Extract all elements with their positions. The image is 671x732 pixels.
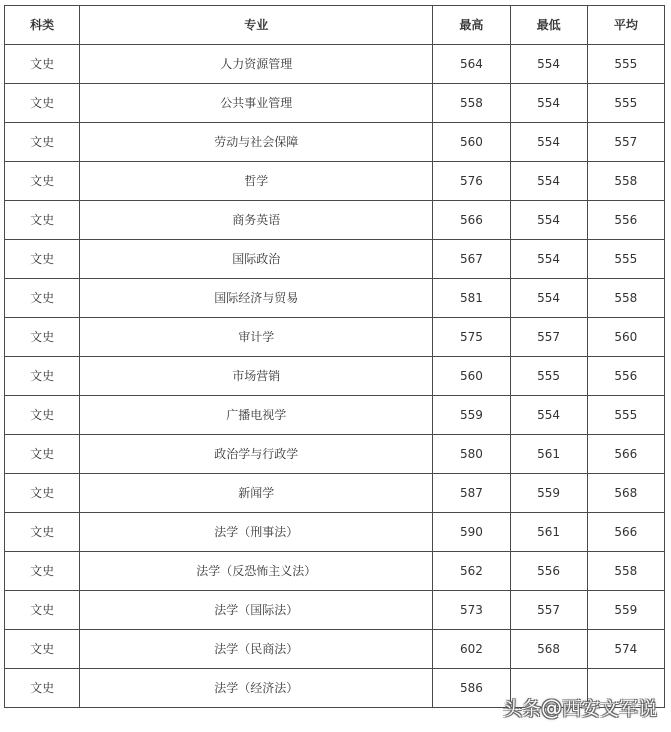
- cell-avg: 574: [587, 630, 664, 669]
- cell-major: 新闻学: [80, 474, 433, 513]
- cell-min: 555: [510, 357, 587, 396]
- table-row: [5, 396, 665, 435]
- cell-max: 560: [433, 357, 510, 396]
- table-row: [5, 474, 665, 513]
- cell-min: 559: [510, 474, 587, 513]
- cell-min: 554: [510, 240, 587, 279]
- cell-max: 576: [433, 162, 510, 201]
- watermark: [503, 694, 657, 721]
- cell-min: 554: [510, 45, 587, 84]
- cell-max: 564: [433, 45, 510, 84]
- header-avg: 平均: [587, 6, 664, 45]
- cell-min: 557: [510, 591, 587, 630]
- cell-max: 567: [433, 240, 510, 279]
- cell-major: 国际政治: [80, 240, 433, 279]
- table-row: [5, 591, 665, 630]
- header-major: 专业: [80, 6, 433, 45]
- header-category: 科类: [5, 6, 80, 45]
- table-row: [5, 513, 665, 552]
- cell-major: 法学（反恐怖主义法）: [80, 552, 433, 591]
- cell-max: 602: [433, 630, 510, 669]
- cell-max: 566: [433, 201, 510, 240]
- cell-major: 市场营销: [80, 357, 433, 396]
- cell-category: 文史: [5, 240, 80, 279]
- table-row: [5, 45, 665, 84]
- cell-major: 法学（民商法）: [80, 630, 433, 669]
- cell-category: 文史: [5, 552, 80, 591]
- cell-major: 哲学: [80, 162, 433, 201]
- cell-avg: 566: [587, 435, 664, 474]
- watermark-at: @: [540, 696, 562, 720]
- cell-major: 法学（经济法）: [80, 669, 433, 708]
- cell-min: 554: [510, 279, 587, 318]
- cell-avg: 559: [587, 591, 664, 630]
- cell-avg: 556: [587, 201, 664, 240]
- table-row: [5, 123, 665, 162]
- cell-max: 559: [433, 396, 510, 435]
- cell-major: 国际经济与贸易: [80, 279, 433, 318]
- cell-avg: 558: [587, 162, 664, 201]
- cell-avg: 557: [587, 123, 664, 162]
- table-row: [5, 84, 665, 123]
- cell-category: 文史: [5, 201, 80, 240]
- cell-avg: 555: [587, 45, 664, 84]
- cell-min: 554: [510, 201, 587, 240]
- cell-category: 文史: [5, 357, 80, 396]
- cell-min: 568: [510, 630, 587, 669]
- cell-category: 文史: [5, 279, 80, 318]
- cell-category: 文史: [5, 474, 80, 513]
- cell-category: 文史: [5, 435, 80, 474]
- cell-category: 文史: [5, 84, 80, 123]
- table-row: [5, 240, 665, 279]
- cell-max: 587: [433, 474, 510, 513]
- cell-min: 554: [510, 162, 587, 201]
- cell-max: 581: [433, 279, 510, 318]
- table-body: [5, 45, 665, 708]
- cell-avg: 558: [587, 552, 664, 591]
- cell-avg: 555: [587, 84, 664, 123]
- cell-avg: 566: [587, 513, 664, 552]
- cell-category: 文史: [5, 162, 80, 201]
- header-row: [5, 6, 665, 45]
- cell-major: 法学（国际法）: [80, 591, 433, 630]
- cell-avg: 560: [587, 318, 664, 357]
- table-row: [5, 318, 665, 357]
- cell-category: 文史: [5, 45, 80, 84]
- cell-max: 573: [433, 591, 510, 630]
- cell-max: 580: [433, 435, 510, 474]
- cell-major: 广播电视学: [80, 396, 433, 435]
- header-max: 最高: [433, 6, 510, 45]
- cell-category: 文史: [5, 123, 80, 162]
- cell-major: 人力资源管理: [80, 45, 433, 84]
- table-row: [5, 552, 665, 591]
- table-row: [5, 357, 665, 396]
- table-row: [5, 630, 665, 669]
- cell-major: 商务英语: [80, 201, 433, 240]
- score-table: [4, 5, 665, 708]
- cell-category: 文史: [5, 396, 80, 435]
- cell-major: 法学（刑事法）: [80, 513, 433, 552]
- cell-category: 文史: [5, 669, 80, 708]
- cell-min: 561: [510, 435, 587, 474]
- cell-max: 586: [433, 669, 510, 708]
- cell-avg: 556: [587, 357, 664, 396]
- table-row: [5, 201, 665, 240]
- table-row: [5, 279, 665, 318]
- cell-max: 575: [433, 318, 510, 357]
- cell-major: 劳动与社会保障: [80, 123, 433, 162]
- cell-major: 政治学与行政学: [80, 435, 433, 474]
- cell-min: 554: [510, 396, 587, 435]
- cell-avg: 558: [587, 279, 664, 318]
- header-min: 最低: [510, 6, 587, 45]
- cell-category: 文史: [5, 630, 80, 669]
- cell-avg: 555: [587, 396, 664, 435]
- cell-min: 554: [510, 123, 587, 162]
- cell-max: 590: [433, 513, 510, 552]
- watermark-prefix: 头条: [502, 698, 541, 720]
- cell-major: 审计学: [80, 318, 433, 357]
- cell-min: 557: [510, 318, 587, 357]
- cell-min: 554: [510, 84, 587, 123]
- cell-avg: 568: [587, 474, 664, 513]
- table-row: [5, 435, 665, 474]
- cell-min: 556: [510, 552, 587, 591]
- cell-max: 560: [433, 123, 510, 162]
- cell-max: 558: [433, 84, 510, 123]
- cell-major: 公共事业管理: [80, 84, 433, 123]
- cell-category: 文史: [5, 318, 80, 357]
- cell-max: 562: [433, 552, 510, 591]
- table-row: [5, 162, 665, 201]
- watermark-account: 西安文军说: [561, 698, 657, 720]
- cell-category: 文史: [5, 591, 80, 630]
- cell-category: 文史: [5, 513, 80, 552]
- cell-avg: 555: [587, 240, 664, 279]
- cell-min: 561: [510, 513, 587, 552]
